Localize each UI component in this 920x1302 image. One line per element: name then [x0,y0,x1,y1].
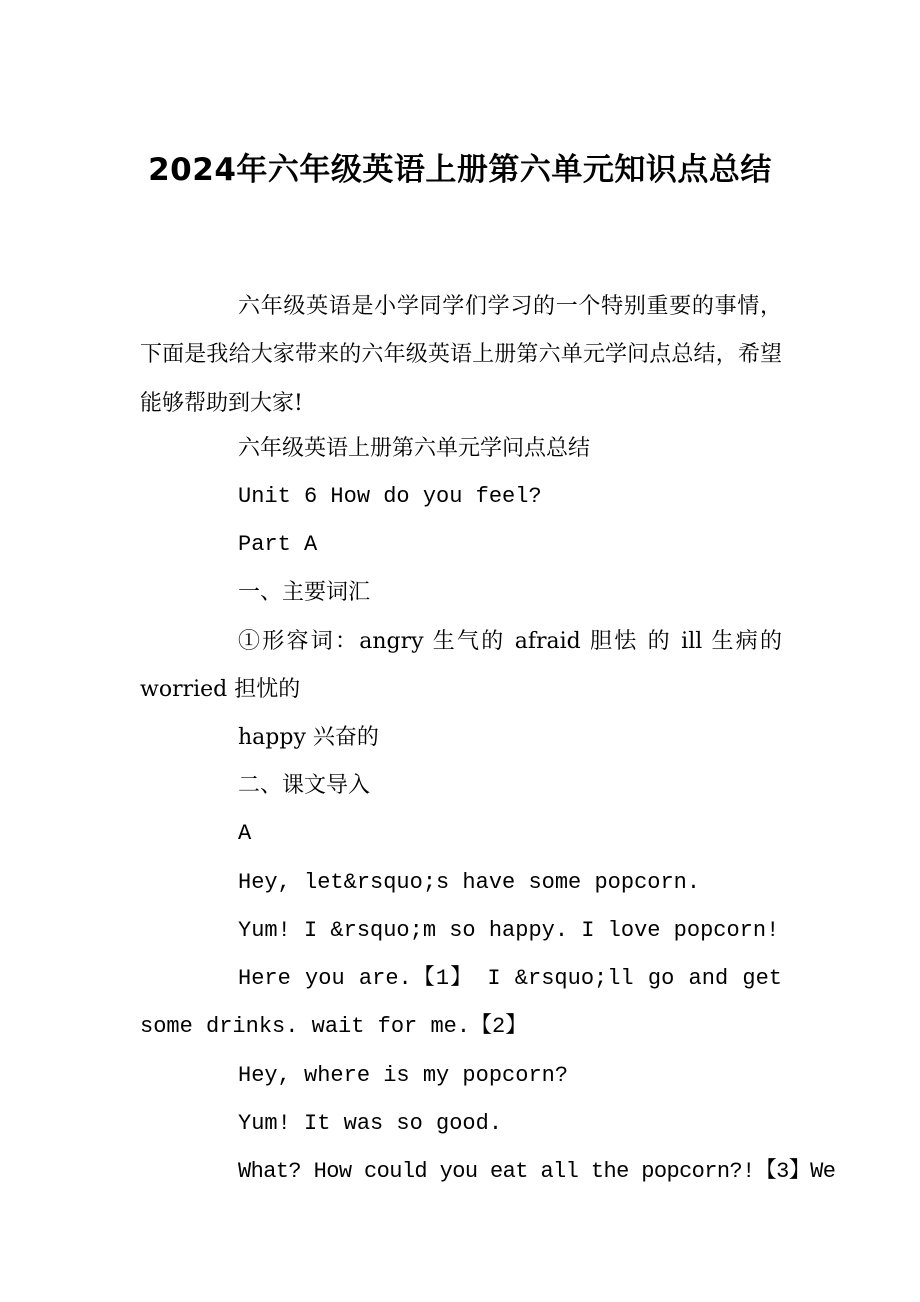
dialogue-line: Hey, let&rsquo;s have some popcorn. [238,870,701,895]
unit-heading: Unit 6 How do you feel? [238,484,542,509]
adjectives-paragraph: ①形容词：angry 生气的 afraid 胆怯 的 ill 生病的 worried 担忧的 [140,629,782,703]
dialogue-line: Hey, where is my popcorn? [238,1063,569,1088]
part-heading: Part A [238,532,318,557]
section-text-intro-heading: 二、课文导入 [238,773,371,798]
adjectives-continued: happy 兴奋的 [238,725,379,750]
dialogue-label-a: A [238,821,252,846]
dialogue-line: Yum! I &rsquo;m so happy. I love popcorn! [238,918,780,943]
intro-paragraph: 六年级英语是小学同学们学习的一个特别重要的事情，下面是我给大家带来的六年级英语上册第六单元学问点总结，希望能够帮助到大家! [140,294,782,416]
document-title: 2024年六年级英语上册第六单元知识点总结 [148,152,772,188]
dialogue-line: Yum! It was so good. [238,1111,503,1136]
dialogue-line: What? How could you eat all the popcorn?!【3】We [238,1159,836,1184]
section-vocabulary-heading: 一、主要词汇 [238,580,371,605]
section-subtitle: 六年级英语上册第六单元学问点总结 [238,436,591,461]
dialogue-line: Here you are.【1】 I &rsquo;ll go and get some drinks. wait for me.【2】 [140,966,782,1040]
